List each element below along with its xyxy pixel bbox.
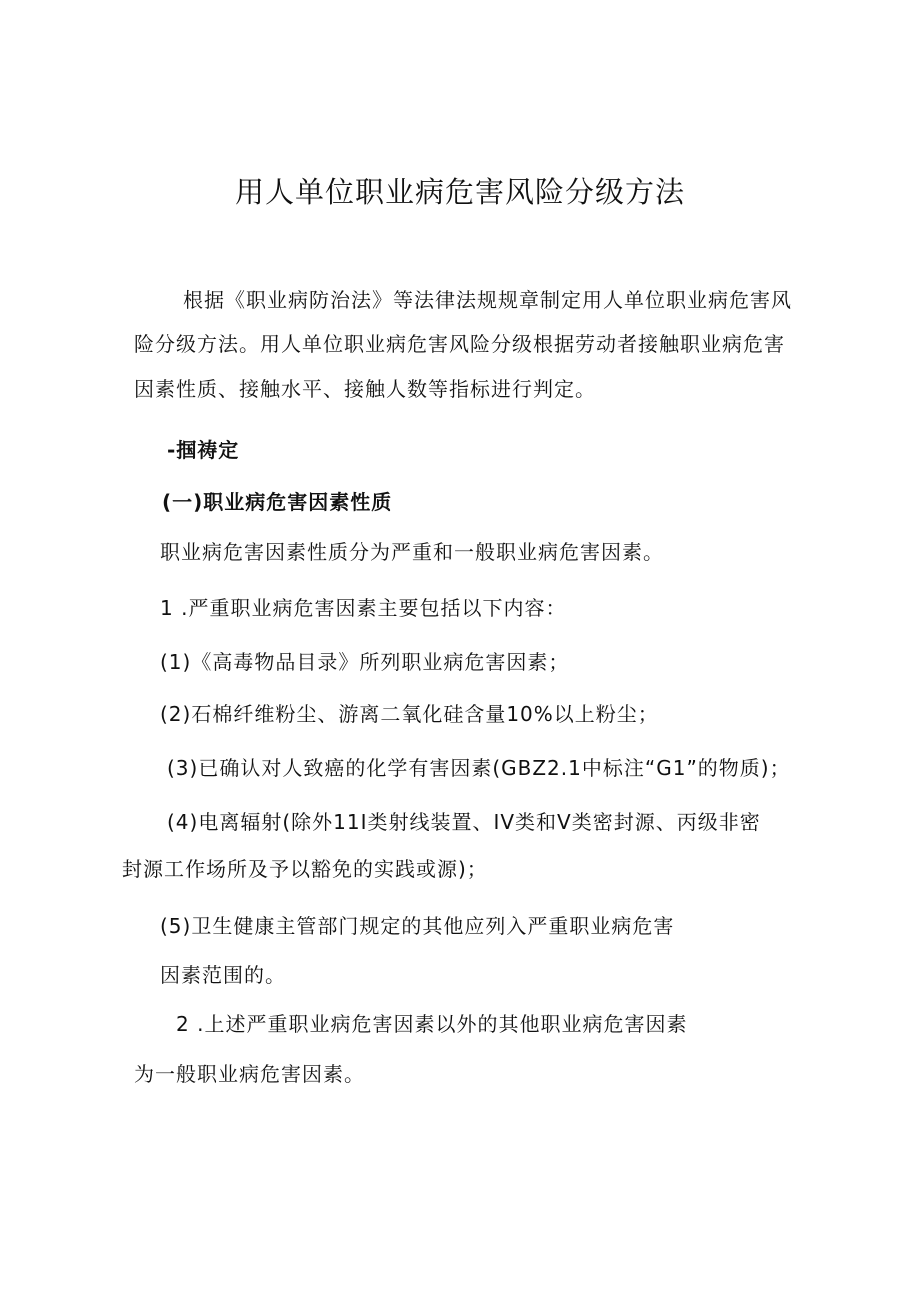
intro-line-3: 因素性质、接触水平、接触人数等指标进行判定。 [134,377,596,401]
item-1: (1)《高毒物品目录》所列职业病危害因素； [160,650,570,674]
section-heading: -掴祷定 [167,438,240,462]
item-4-line-2: 封源工作场所及予以豁免的实践或源)； [122,857,488,881]
item1-heading: 1 .严重职业病危害因素主要包括以下内容： [160,596,567,620]
item-3: (3)已确认对人致癌的化学有害因素(GBZ2.1中标注“G1”的物质)； [167,756,791,780]
item-4-line-1: (4)电离辐射(除外11I类射线装置、IV类和V类密封源、丙级非密 [167,810,761,834]
document-title: 用人单位职业病危害风险分级方法 [234,175,685,209]
intro-line-2: 险分级方法。用人单位职业病危害风险分级根据劳动者接触职业病危害 [134,332,785,356]
subsection-heading: (一)职业病危害因素性质 [162,490,393,514]
item-5-line-1: (5)卫生健康主管部门规定的其他应列入严重职业病危害 [160,914,675,938]
item2-line-2: 为一般职业病危害因素。 [134,1062,365,1086]
item-5-line-2: 因素范围的。 [160,963,286,987]
intro-line-1: 根据《职业病防治法》等法律法规规章制定用人单位职业病危害风 [183,288,792,312]
item-2: (2)石棉纤维粉尘、游离二氧化硅含量10%以上粉尘； [160,702,659,726]
subsection-intro: 职业病危害因素性质分为严重和一般职业病危害因素。 [160,540,664,564]
item2-line-1: 2 .上述严重职业病危害因素以外的其他职业病危害因素 [176,1012,688,1036]
